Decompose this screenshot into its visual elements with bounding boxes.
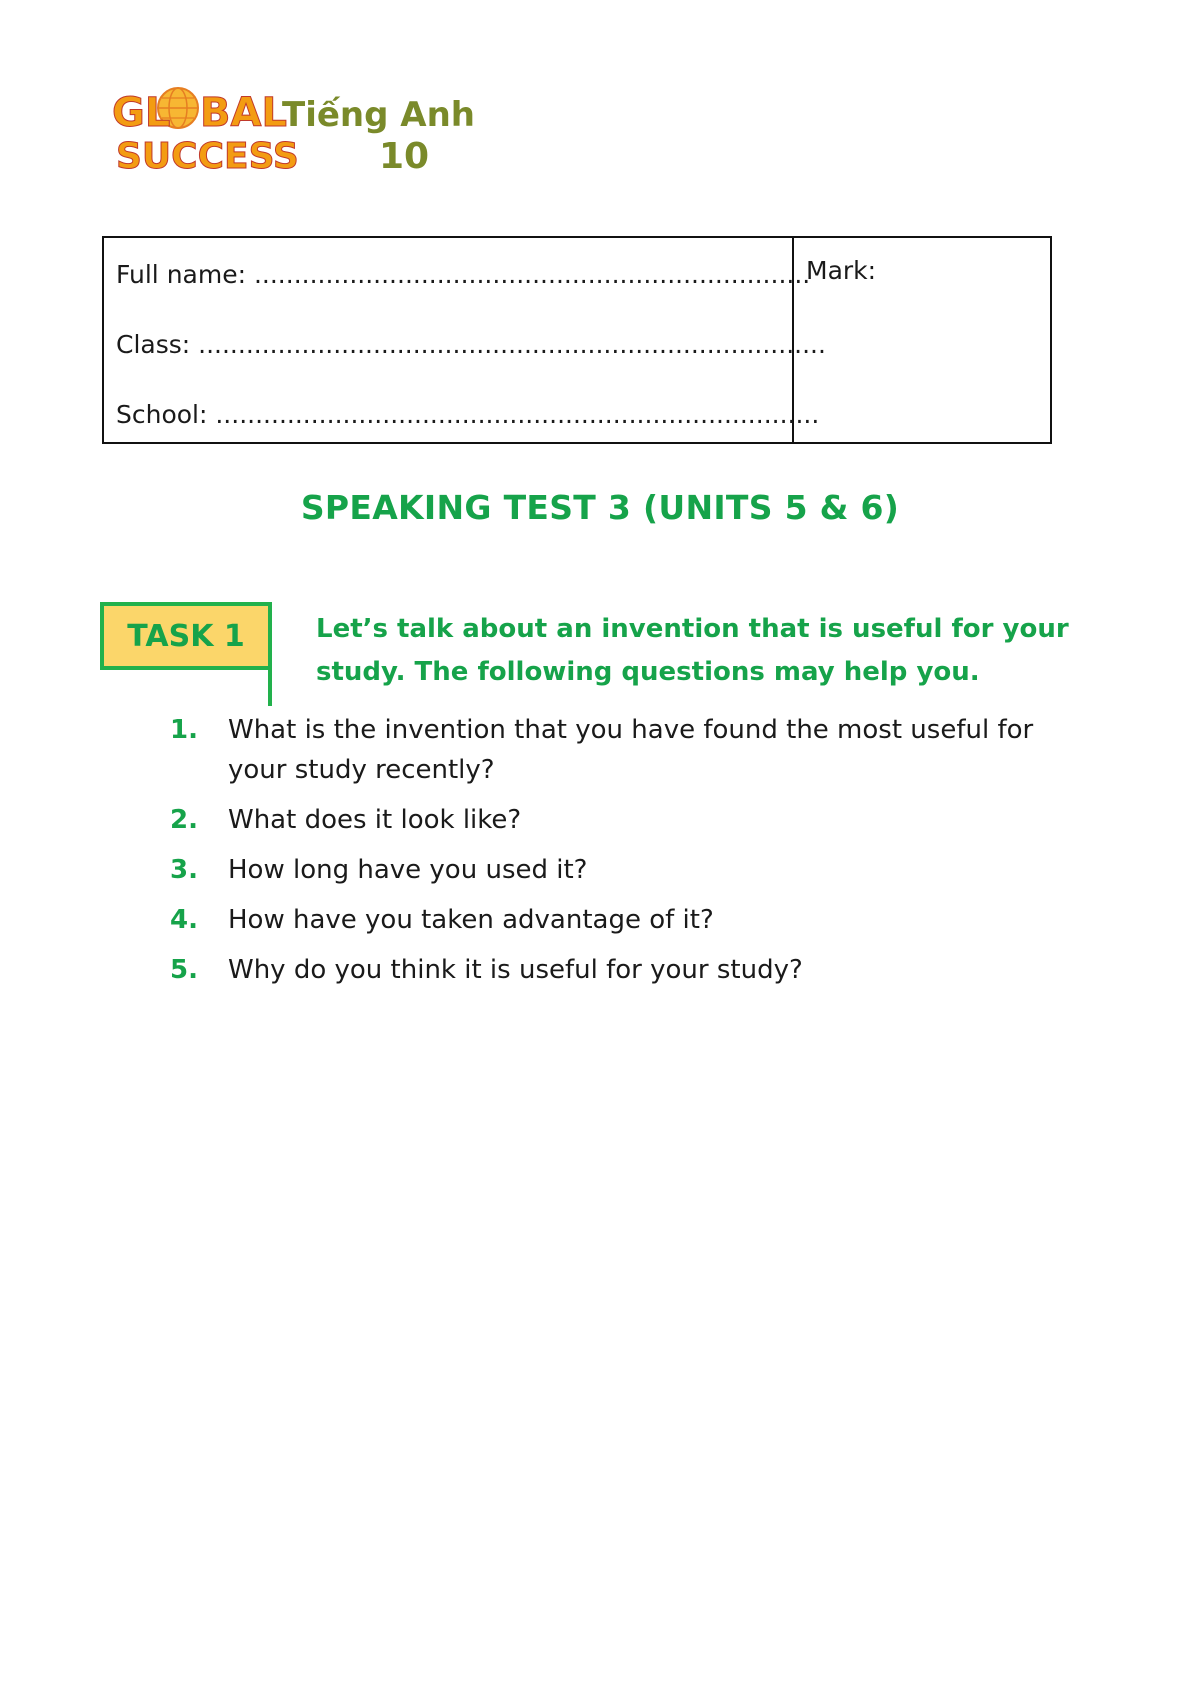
question-list (160, 710, 1060, 1000)
question-text: How long have you used it? (228, 855, 588, 885)
task-flag (100, 602, 280, 708)
logo-bal: BAL (200, 90, 287, 136)
task-instructions: Let’s talk about an invention that is useful for your study. The following questions may help you. (316, 614, 1069, 687)
question-number: 2. (170, 805, 198, 835)
task-label: TASK 1 (127, 618, 245, 654)
logo-grade: 10 (378, 136, 430, 177)
student-details (104, 238, 826, 442)
mark-cell[interactable] (794, 238, 1050, 442)
question-number: 3. (170, 855, 198, 885)
question-text: Why do you think it is useful for your study? (228, 955, 803, 985)
question-text: How have you taken advantage of it? (228, 905, 714, 935)
question-text: What does it look like? (228, 805, 522, 835)
class-field[interactable]: Class: ............................................................................... (116, 330, 826, 359)
logo-line2: SUCCESS (116, 136, 299, 177)
question-number: 4. (170, 905, 198, 935)
question-number: 5. (170, 955, 198, 985)
full-name-field[interactable]: Full name: ...................................................................... (116, 260, 811, 289)
school-field[interactable]: School: ............................................................................ (116, 400, 820, 429)
global-success-logo (112, 82, 476, 178)
question-text: What is the invention that you have found the most useful for your study recently? (228, 715, 1034, 785)
logo-subject: Tiếng Anh (282, 95, 476, 135)
list-item (160, 710, 1060, 790)
flag-pole (268, 602, 272, 706)
task-badge (100, 602, 272, 670)
list-item (160, 900, 1060, 940)
list-item (160, 950, 1060, 990)
question-number: 1. (170, 715, 198, 745)
mark-label: Mark: (806, 256, 877, 285)
list-item (160, 850, 1060, 890)
student-info-box (102, 236, 1052, 444)
page-title: SPEAKING TEST 3 (UNITS 5 & 6) (300, 488, 900, 527)
logo-gl: GL (112, 90, 171, 136)
list-item (160, 800, 1060, 840)
